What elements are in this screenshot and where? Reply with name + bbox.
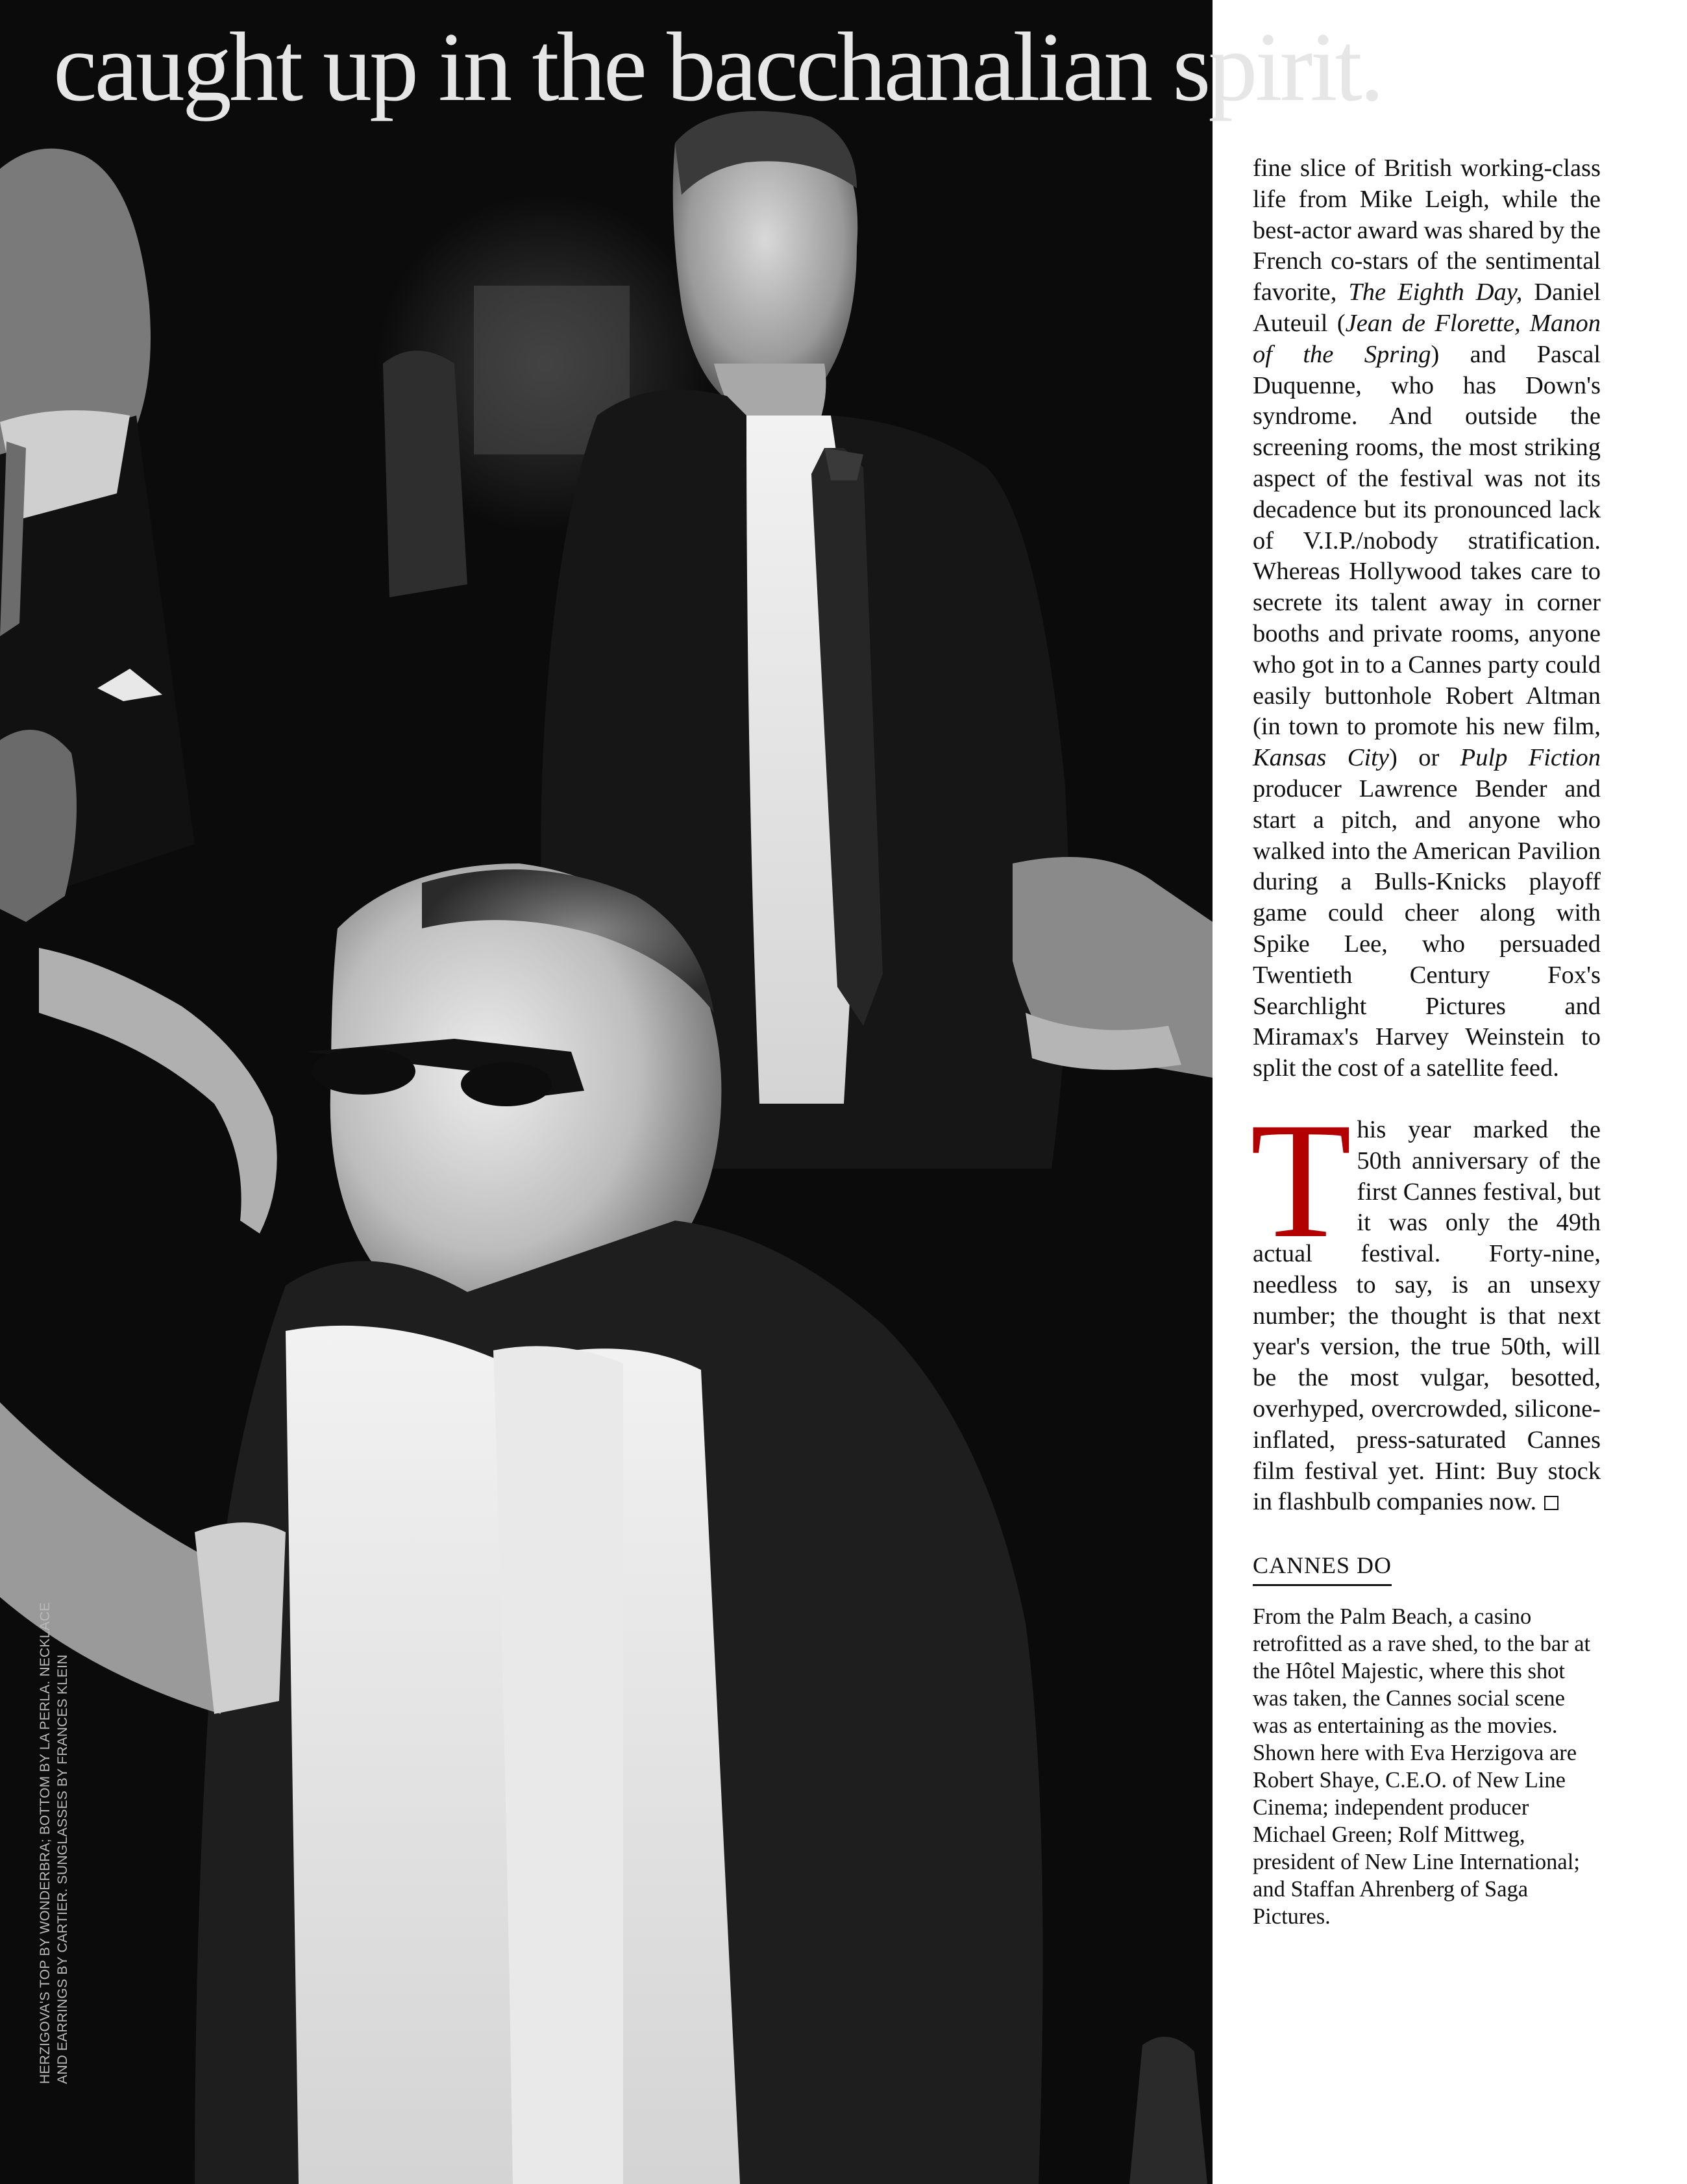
article-paragraph — [1253, 153, 1601, 1084]
film-title: The Eighth Day, — [1348, 279, 1523, 306]
text-run: his year marked the 50th anniversary of the first Cannes festival, but it was only the 49th actual festival. Forty-nine, needless to say, is an unsexy number; the thought is that next year's version, the true 50th, will be the most vulgar, besotted, overhyped, overcrowded, silicone-inflated, press-saturated Cannes film festival yet. Hint: Buy stock in flashbulb companies now. — [1253, 1115, 1601, 1516]
sidebar-caption — [1253, 1552, 1601, 1930]
film-title: Kansas City — [1253, 744, 1389, 772]
text-run: Daniel Auteuil ( — [1253, 279, 1601, 337]
article-column — [1250, 153, 1601, 1930]
end-mark-icon — [1544, 1496, 1558, 1510]
headline: caught up in the bacchanalian spirit. — [53, 12, 1382, 121]
text-run: producer Lawrence Bender and start a pitch, and anyone who walked into the American Pavilion during a Bulls-Knicks playoff game could cheer along with Spike Lee, who persuaded Twentieth Century Fox's Searchlight Pictures and Miramax's Harvey Weinstein to split the cost of a satellite feed. — [1253, 775, 1601, 1082]
photo-credit: HERZIGOVA'S TOP BY WONDERBRA; BOTTOM BY LA PERLA. NECKLACE AND EARRINGS BY CARTIER. SUNGLASSES BY FRANCES KLEIN — [38, 1602, 70, 2084]
text-run: fine slice of British working-class life from Mike Leigh, while the best-actor award was shared by the French co-stars of the sentimental favorite, — [1253, 155, 1601, 306]
text-run: ) and Pascal Duquenne, who has Down's syndrome. And outside the screening rooms, the most striking aspect of the festival was not its decadence but its pronounced lack of V.I.P./nobody stratification. Whereas Hollywood takes care to secrete its talent away in corner booths and private rooms, anyone who got in to a Cannes party could easily buttonhole Robert Altman (in town to promote his new film, — [1253, 340, 1601, 741]
text-run: ) or — [1388, 744, 1460, 772]
sidebar-text: From the Palm Beach, a casino retrofitted as a rave shed, to the bar at the Hôtel Majestic, where this shot was taken, the Cannes social scene was as entertaining as the movies. Shown here with Eva Herzigova are Robert Shaye, C.E.O. of New Line Cinema; independent producer Michael Green; Rolf Mittweg, president of New Line International; and Staffan Ahrenberg of Saga Pictures. — [1253, 1604, 1591, 1930]
film-title: Jean de Florette, Manon of the Spring — [1253, 309, 1601, 368]
drop-cap: T — [1250, 1088, 1352, 1272]
sidebar-heading: CANNES DO — [1253, 1552, 1392, 1586]
film-title: Pulp Fiction — [1460, 744, 1601, 772]
article-paragraph — [1250, 1088, 1601, 1518]
